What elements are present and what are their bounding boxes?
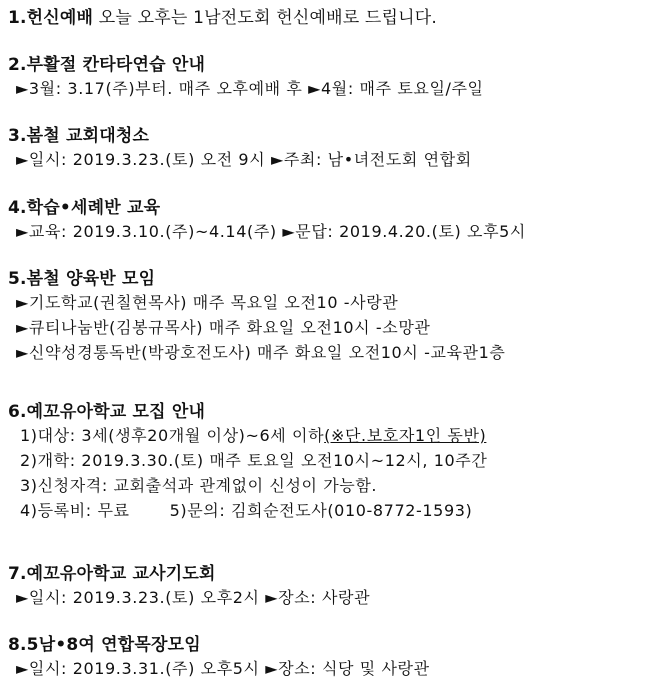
section-6-line-1-main: 1)대상: 3세(생후20개월 이상)~6세 이하	[20, 426, 325, 445]
section-7	[8, 563, 648, 610]
section-6-line-2: 2)개학: 2019.3.30.(토) 매주 토요일 오전10시~12시, 10주간	[20, 451, 488, 470]
section-3	[8, 125, 648, 172]
section-2	[8, 54, 648, 101]
section-6-line-4-fee: 4)등록비: 무료	[20, 501, 130, 520]
section-5-line-1: ►기도학교(권칠현목사) 매주 목요일 오전10 -사랑관	[16, 293, 399, 312]
section-8-line: ►일시: 2019.3.31.(주) 오후5시 ►장소: 식당 및 사랑관	[16, 659, 430, 678]
section-6-line-3: 3)신청자격: 교회출석과 관계없이 신성이 가능함.	[20, 476, 378, 495]
section-2-line: ►3월: 3.17(주)부터. 매주 오후예배 후 ►4월: 매주 토요일/주일	[16, 79, 484, 98]
section-7-title: 7.예꼬유아학교 교사기도회	[8, 564, 216, 584]
section-5-line-2: ►큐티나눔반(김봉규목사) 매주 화요일 오전10시 -소망관	[16, 318, 431, 337]
section-6-line-1	[8, 423, 648, 448]
section-3-line: ►일시: 2019.3.23.(토) 오전 9시 ►주최: 남•녀전도회 연합회	[16, 150, 472, 169]
section-1-title: 1.헌신예배	[8, 8, 94, 28]
section-3-title: 3.봄철 교회대청소	[8, 126, 150, 146]
section-6-line-4-contact: 5)문의: 김희순전도사(010-8772-1593)	[169, 501, 473, 520]
section-5	[8, 268, 648, 365]
section-6-title: 6.예꼬유아학교 모집 안내	[8, 402, 206, 422]
section-4-title: 4.학습•세례반 교육	[8, 198, 161, 218]
section-1-heading	[8, 7, 648, 29]
section-5-line-3: ►신약성경통독반(박광호전도사) 매주 화요일 오전10시 -교육관1층	[16, 343, 506, 362]
section-1-text: 오늘 오후는 1남전도회 헌신예배로 드립니다.	[93, 8, 438, 28]
section-6	[8, 401, 648, 523]
section-8-title: 8.5남•8여 연합목장모임	[8, 635, 201, 655]
section-6-line-4	[8, 498, 648, 523]
section-2-title: 2.부활절 칸타타연습 안내	[8, 55, 206, 75]
section-6-line-1-note: (※단.보호자1인 동반)	[324, 426, 487, 445]
section-5-title: 5.봄철 양육반 모임	[8, 269, 156, 289]
section-7-line: ►일시: 2019.3.23.(토) 오후2시 ►장소: 사랑관	[16, 588, 371, 607]
section-1	[8, 7, 648, 29]
section-4-line: ►교육: 2019.3.10.(주)~4.14(주) ►문답: 2019.4.20.(토) 오후5시	[16, 222, 526, 241]
section-8	[8, 634, 648, 681]
section-4	[8, 197, 648, 244]
